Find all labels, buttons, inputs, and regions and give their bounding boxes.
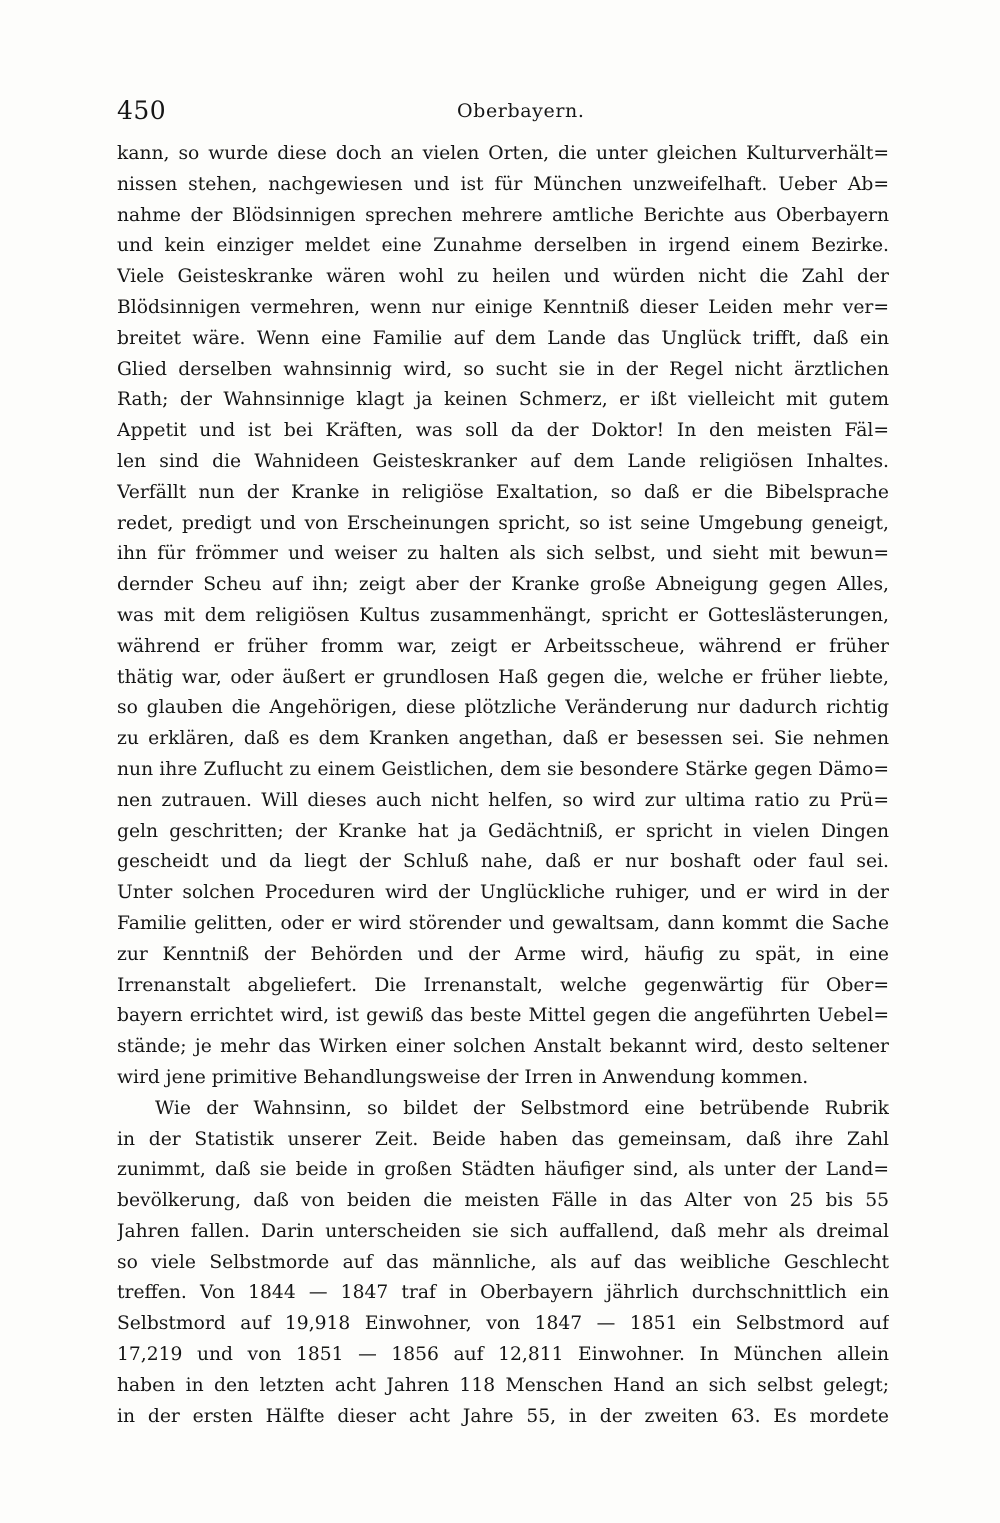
text-line: Jahren fallen. Darin unterscheiden sie sich auffallend, daß mehr als dreimal <box>117 1220 889 1242</box>
text-line: wird jene primitive Behandlungsweise der Irren in Anwendung kommen. <box>117 1066 809 1088</box>
text-line: während er früher fromm war, zeigt er Arbeitsscheue, während er früher <box>117 635 889 657</box>
text-line: Irrenanstalt abgeliefert. Die Irrenanstalt, welche gegenwärtig für Ober= <box>117 974 889 996</box>
text-line: Appetit und ist bei Kräften, was soll da der Doktor! In den meisten Fäl= <box>117 420 889 442</box>
text-line: haben in den letzten acht Jahren 118 Menschen Hand an sich selbst gelegt; <box>117 1374 889 1396</box>
text-line: thätig war, oder äußert er grundlosen Haß gegen die, welche er früher liebte, <box>117 666 889 688</box>
text-line: bevölkerung, daß von beiden die meisten Fälle in das Alter von 25 bis 55 <box>117 1190 889 1212</box>
text-line: Rath; der Wahnsinnige klagt ja keinen Schmerz, er ißt vielleicht mit gutem <box>117 389 889 411</box>
text-line: in der Statistik unserer Zeit. Beide haben das gemeinsam, daß ihre Zahl <box>117 1128 889 1150</box>
text-line: nissen stehen, nachgewiesen und ist für München unzweifelhaft. Ueber Ab= <box>117 173 889 195</box>
text-line: so glauben die Angehörigen, diese plötzliche Veränderung nur dadurch richtig <box>117 697 889 719</box>
text-line: in der ersten Hälfte dieser acht Jahre 55, in der zweiten 63. Es mordete <box>117 1405 889 1427</box>
text-line: was mit dem religiösen Kultus zusammenhängt, spricht er Gotteslästerungen, <box>117 604 889 626</box>
text-line: Unter solchen Proceduren wird der Unglückliche ruhiger, und er wird in der <box>117 882 889 904</box>
text-line: Verfällt nun der Kranke in religiöse Exaltation, so daß er die Bibelsprache <box>117 481 889 503</box>
text-line: nun ihre Zuflucht zu einem Geistlichen, dem sie besondere Stärke gegen Dämo= <box>117 758 889 780</box>
text-line: so viele Selbstmorde auf das männliche, als auf das weibliche Geschlecht <box>117 1251 889 1273</box>
text-line: treffen. Von 1844 — 1847 traf in Oberbayern jährlich durchschnittlich ein <box>117 1282 889 1304</box>
text-line: Familie gelitten, oder er wird störender und gewaltsam, dann kommt die Sache <box>117 912 889 934</box>
text-line: nen zutrauen. Will dieses auch nicht helfen, so wird zur ultima ratio zu Prü= <box>117 789 889 811</box>
page-header <box>117 96 889 132</box>
text-line: dernder Scheu auf ihn; zeigt aber der Kranke große Abneigung gegen Alles, <box>117 574 889 596</box>
text-line: geln geschritten; der Kranke hat ja Gedächtniß, er spricht in vielen Dingen <box>117 820 889 842</box>
text-line: len sind die Wahnideen Geisteskranker auf dem Lande religiösen Inhaltes. <box>117 450 889 472</box>
text-line: Wie der Wahnsinn, so bildet der Selbstmord eine betrübende Rubrik <box>155 1097 889 1119</box>
text-line: kann, so wurde diese doch an vielen Orten, die unter gleichen Kulturverhält= <box>117 143 889 164</box>
text-line: Selbstmord auf 19,918 Einwohner, von 1847 — 1851 ein Selbstmord auf <box>117 1313 889 1335</box>
text-line: stände; je mehr das Wirken einer solchen Anstalt bekannt wird, desto seltener <box>117 1036 889 1058</box>
text-line: und kein einziger meldet eine Zunahme derselben in irgend einem Bezirke. <box>117 235 889 257</box>
page-number: 450 <box>117 96 167 125</box>
text-line: bayern errichtet wird, ist gewiß das beste Mittel gegen die angeführten Uebel= <box>117 1005 889 1027</box>
running-head: Oberbayern. <box>457 100 585 122</box>
text-line: Viele Geisteskranke wären wohl zu heilen und würden nicht die Zahl der <box>117 266 889 288</box>
text-line: 17,219 und von 1851 — 1856 auf 12,811 Einwohner. In München allein <box>117 1344 889 1366</box>
text-line: breitet wäre. Wenn eine Familie auf dem Lande das Unglück trifft, daß ein <box>117 327 889 349</box>
text-line: redet, predigt und von Erscheinungen spricht, so ist seine Umgebung geneigt, <box>117 512 889 534</box>
text-line: Blödsinnigen vermehren, wenn nur einige Kenntniß dieser Leiden mehr ver= <box>117 296 889 318</box>
text-line: Glied derselben wahnsinnig wird, so sucht sie in der Regel nicht ärztlichen <box>117 358 889 380</box>
text-line: ihn für frömmer und weiser zu halten als sich selbst, und sieht mit bewun= <box>117 543 889 565</box>
text-line: gescheidt und da liegt der Schluß nahe, daß er nur boshaft oder faul sei. <box>117 851 889 873</box>
text-line: zur Kenntniß der Behörden und der Arme wird, häufig zu spät, in eine <box>117 943 889 965</box>
text-line: zu erklären, daß es dem Kranken angethan, daß er besessen sei. Sie nehmen <box>117 728 889 750</box>
body-text <box>117 139 889 1432</box>
text-line: nahme der Blödsinnigen sprechen mehrere amtliche Berichte aus Oberbayern <box>117 204 889 226</box>
paragraph-2 <box>117 1094 889 1433</box>
text-line: zunimmt, daß sie beide in großen Städten häufiger sind, als unter der Land= <box>117 1159 889 1181</box>
paragraph-1 <box>117 139 889 1094</box>
